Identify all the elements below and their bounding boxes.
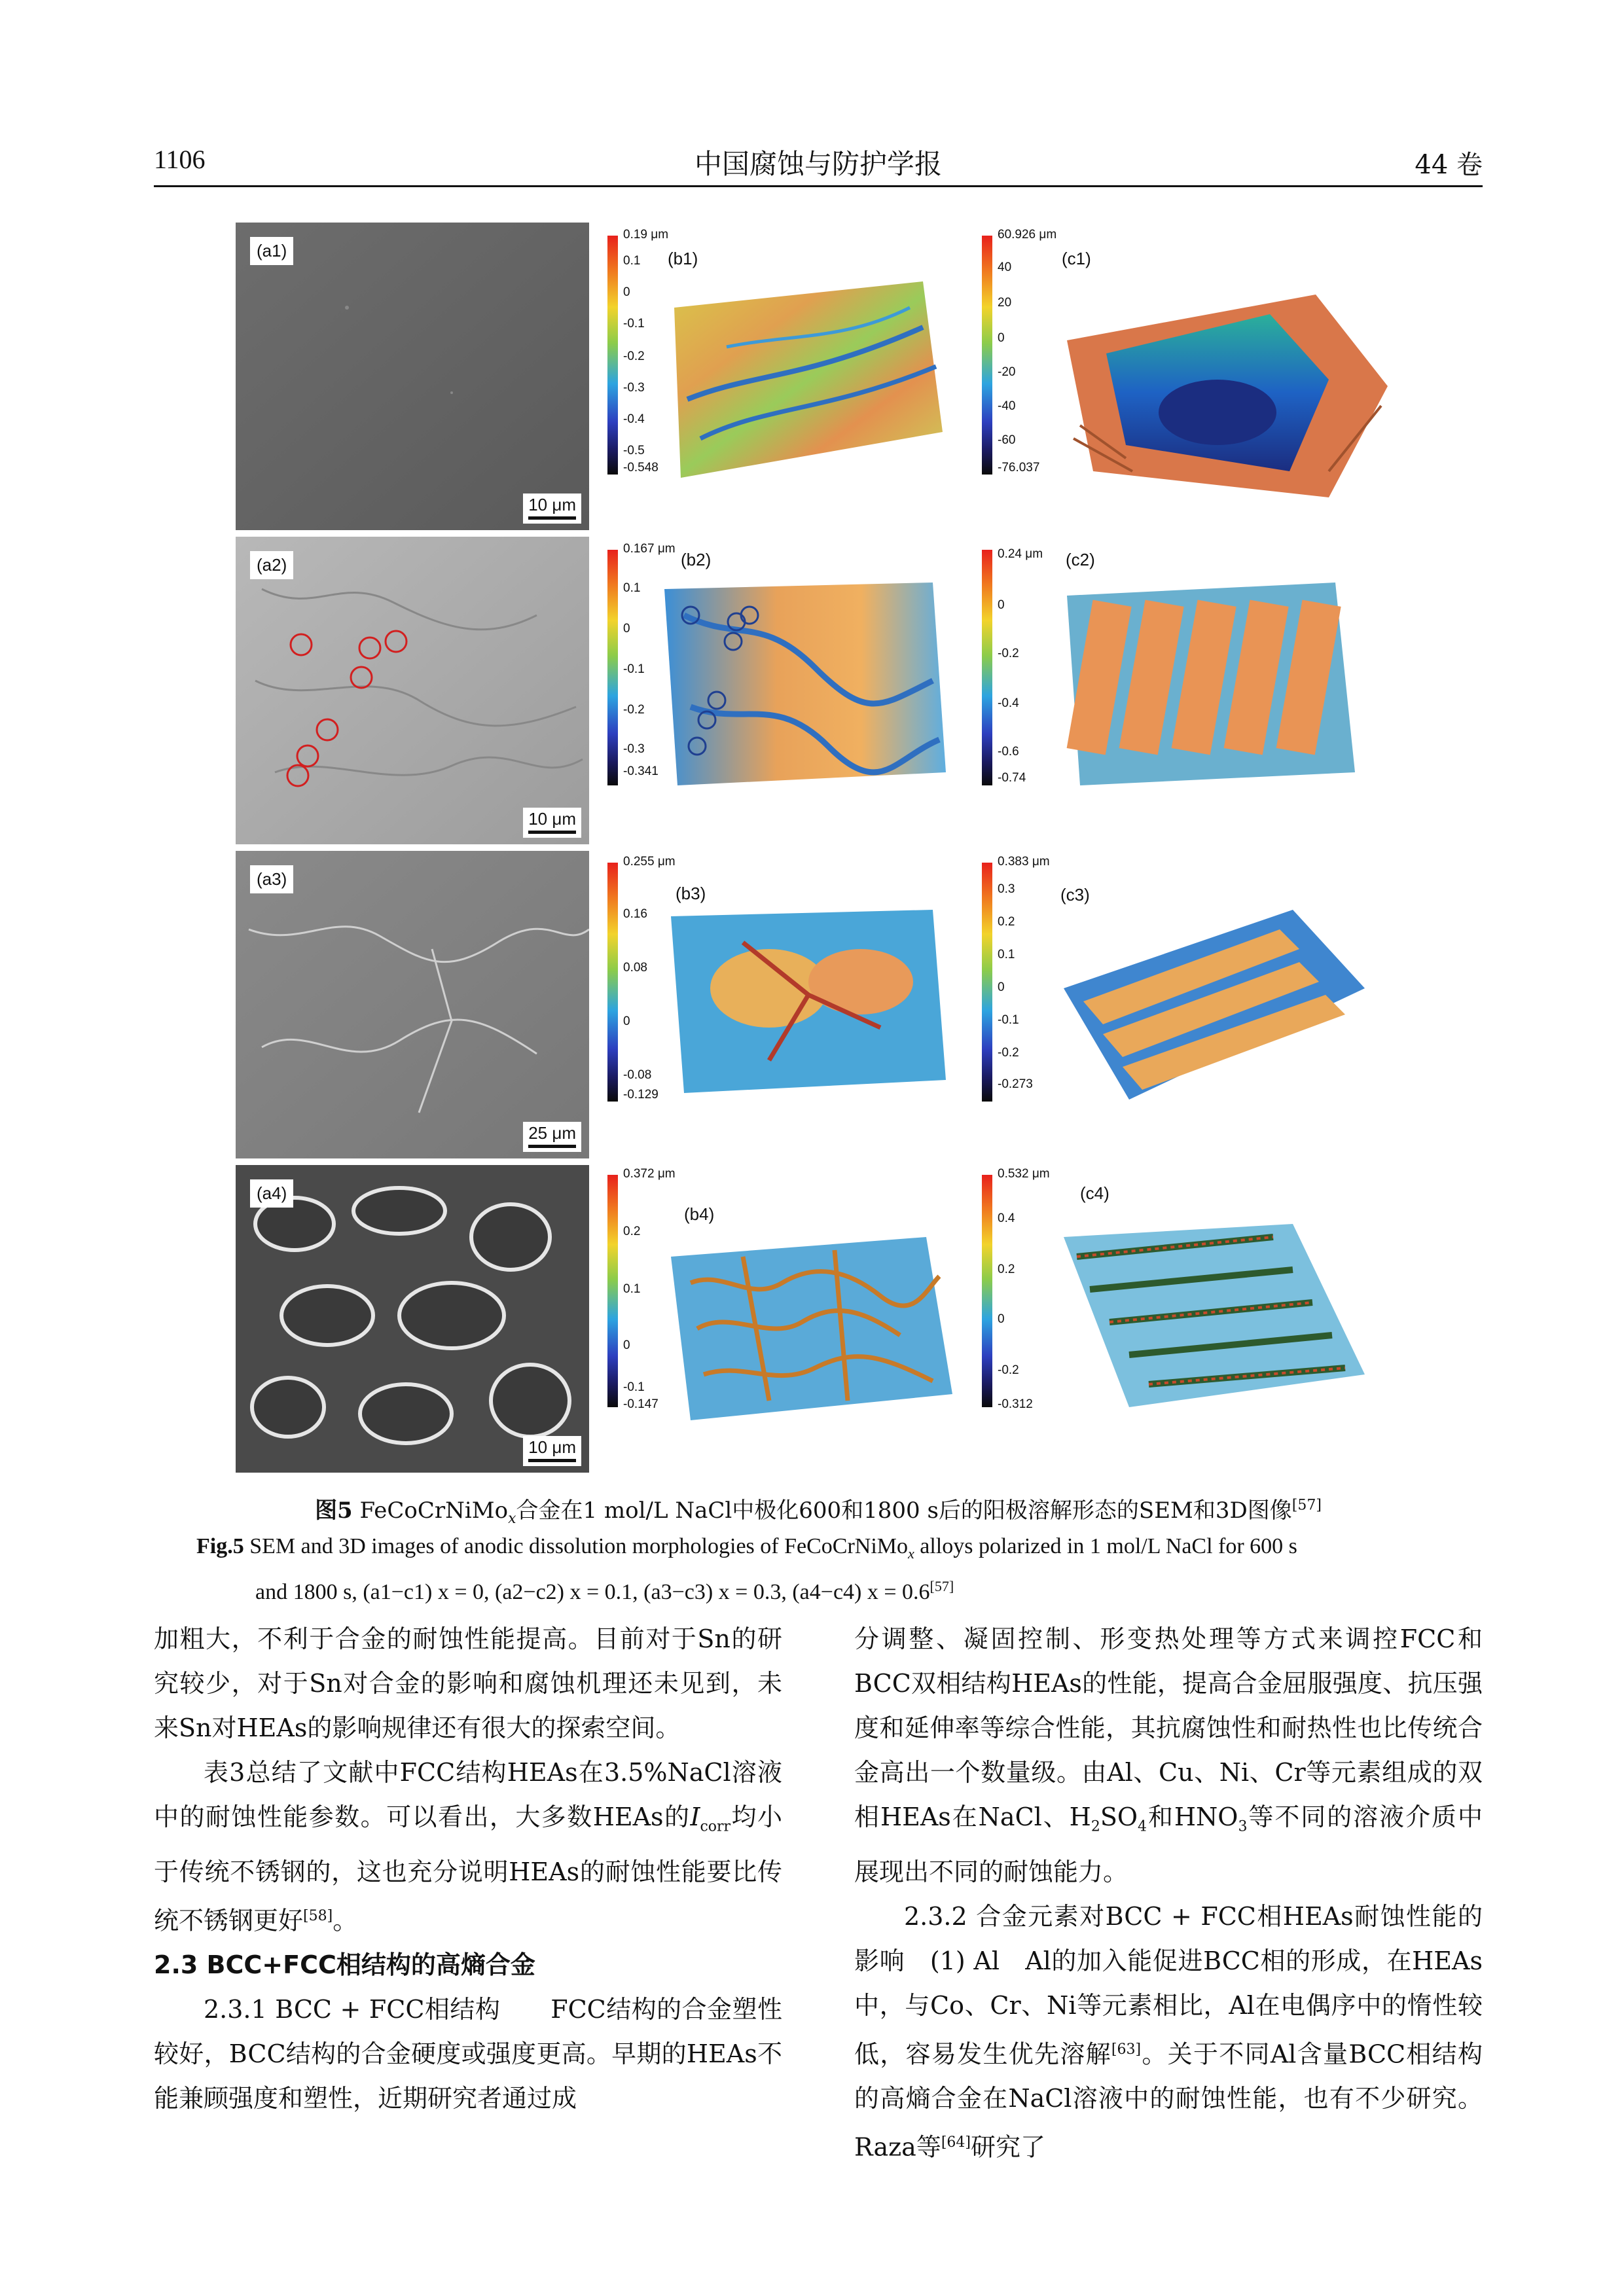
panel-label-c3: (c3): [1060, 885, 1090, 905]
sem-image-a3: [236, 851, 589, 1158]
paragraph: 分调整、凝固控制、形变热处理等方式来调控FCC和BCC双相结构HEAs的性能，提高合金屈服强度、抗压强度和延伸率等综合性能，其抗腐蚀性和耐热性也比传统合金高出一个数量级。由Al、Cu、Ni、Cr等元素组成的双相HEAs在NaCl、$H_2SO_4$和$HNO_3$等不同的溶液介质中展现出不同的耐蚀能力。: [854, 1624, 1483, 1886]
section-heading: 2.3 BCC+FCC相结构的高熵合金: [154, 1950, 535, 1980]
journal-title: 中国腐蚀与防护学报: [694, 148, 942, 180]
panel-label-a2: (a2): [250, 551, 293, 579]
surface-plot-c3: [1057, 903, 1371, 1113]
panel-label-b3: (b3): [676, 884, 706, 903]
surface-plot-c1: [1054, 275, 1394, 517]
panel-label-b1: (b1): [668, 249, 698, 268]
panel-label-c4: (c4): [1080, 1183, 1110, 1203]
colorbar-b2: [607, 550, 618, 785]
panel-label-a3: (a3): [250, 865, 293, 893]
paragraph: 加粗大，不利于合金的耐蚀性能提高。目前对于Sn的研究较少，对于Sn对合金的影响和腐蚀机理还未见到，未来Sn对HEAs的影响规律还有很大的探索空间。: [154, 1624, 782, 1742]
surface-plot-c2: [1060, 576, 1362, 792]
subsection-heading: 2.3.1 BCC + FCC相结构: [204, 1995, 501, 2024]
scale-bar-a1: 10 μm: [523, 493, 581, 524]
paragraph: 2.3.1 BCC + FCC相结构 FCC结构的合金塑性较好，BCC结构的合金硬度或强度更高。早期的HEAs不能兼顾强度和塑性，近期研究者通过成: [154, 1995, 782, 2113]
panel-label-b4: (b4): [684, 1204, 715, 1224]
scale-bar-a3: 25 μm: [523, 1122, 581, 1152]
colorbar-b4: [607, 1175, 618, 1407]
subsection-heading: 2.3.2 合金元素对BCC + FCC相HEAs耐蚀性能的影响: [854, 1901, 1483, 1975]
colorbar-b1: [607, 236, 618, 475]
panel-label-a4: (a4): [250, 1179, 293, 1208]
sem-image-a4: [236, 1165, 589, 1473]
sem-image-a2: [236, 537, 589, 844]
header-rule: [154, 185, 1483, 187]
colorbar-c1: [982, 236, 992, 475]
figure-caption-cn: 图5 FeCoCrNiMo$_x$合金在1 mol/L NaCl中极化600和1800 s后的阳极溶解形态的SEM和3D图像[57]: [315, 1497, 1322, 1527]
surface-plot-c4: [1057, 1211, 1371, 1420]
paragraph: 表3总结了文献中FCC结构HEAs在3.5%NaCl溶液中的耐蚀性能参数。可以看出，大多数HEAs的$I_{corr}$均小于传统不锈钢的，这也充分说明HEAs的耐蚀性能要比传统不锈钢更好[58]。: [154, 1758, 782, 1935]
figure-caption-en: Fig.5 SEM and 3D images of anodic dissolution morphologies of FeCoCrNiMo$_x$ alloys polarized in 1 mol/L NaCl for 600 s and 1800 s, (a1−c1) x = 0, (a2−c2) x = 0.1, (a3−c3) x = 0.3, (a4−c4) x = 0.6[57]: [196, 1534, 1297, 1605]
surface-plot-b3: [664, 903, 952, 1100]
page-number: 1106: [154, 145, 206, 174]
left-column: [154, 1617, 782, 2121]
colorbar-c4: [982, 1175, 992, 1407]
surface-plot-b1: [661, 268, 949, 484]
scale-bar-a4: 10 μm: [523, 1436, 581, 1466]
colorbar-c2: [982, 550, 992, 785]
right-column: [854, 1617, 1483, 2170]
scale-bar-a2: 10 μm: [523, 808, 581, 838]
colorbar-c3: [982, 863, 992, 1102]
paragraph: 2.3.2 合金元素对BCC + FCC相HEAs耐蚀性能的影响 (1) Al Al的加入能促进BCC相的形成，在HEAs中，与Co、Cr、Ni等元素相比，Al在电偶序中的惰性较低，容易发生优先溶解[63]。关于不同Al含量BCC相结构的高熵合金在NaCl溶液中的耐蚀性能，也有不少研究。Raza等[64]研究了: [854, 1901, 1483, 2162]
sem-image-a1: [236, 223, 589, 530]
figure-5: (a1) 10 μm 0.19 μm 0.1 0 -0.1 -0.2 -0.3 -0.4 -0.5 -0.548 (b1) 60.926 μm 40 20 0 -20 -40 -60 -76.037 (c1) (a2) 10 μm 0.167 μm 0.1 0 -0.1 -0.2 -0.3 -0.341 (b2) 0.24 μm 0 -0.2 -0.4 -0.6 -0.74 (c2) (a3) 25 μm 0.255 μm 0.16 0.08 0 -0.08 -0.129 (b3) 0.383 μm 0.3 0.2 0.1 0 -0.1 -0.2 -0.273 (c3) (a4) 10 μm 0.372 μm 0.2 0.1 0 -0.1 -0.147 (b4) 0.532 μm 0.4 0.2 0 -0.2 -0.312 (c4): [236, 223, 1414, 1466]
panel-label-b2: (b2): [681, 550, 712, 569]
running-header: [154, 137, 1483, 183]
colorbar-b3: [607, 863, 618, 1102]
panel-label-c1: (c1): [1062, 249, 1091, 268]
panel-label-c2: (c2): [1066, 550, 1095, 569]
volume-label: 44 卷: [1415, 150, 1483, 180]
surface-plot-b2: [658, 576, 952, 792]
surface-plot-b4: [664, 1230, 959, 1427]
panel-label-a1: (a1): [250, 237, 293, 265]
